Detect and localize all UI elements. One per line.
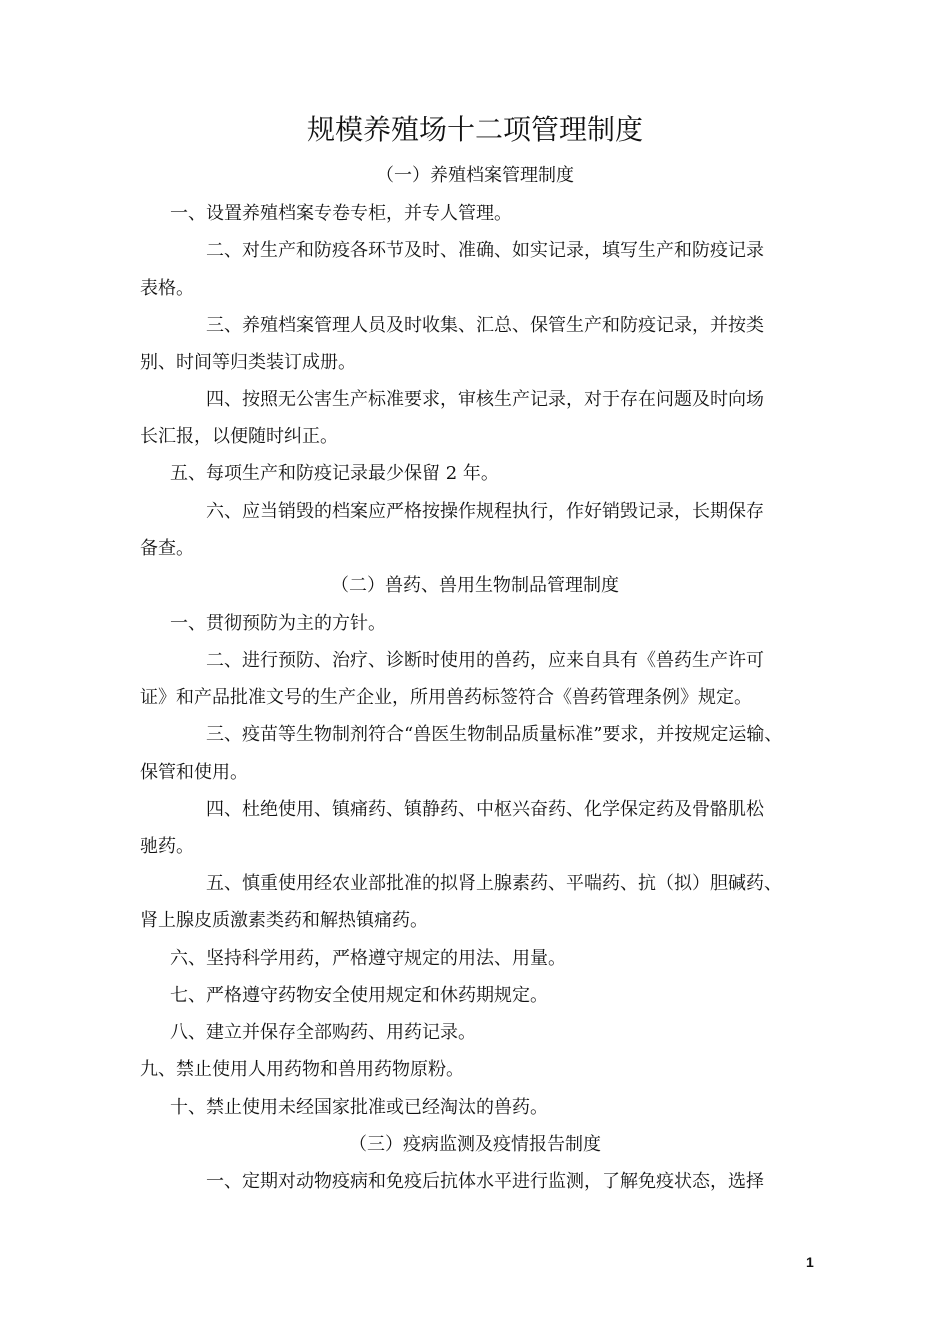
paragraph-line: 二、对生产和防疫各环节及时、准确、如实记录，填写生产和防疫记录 bbox=[206, 240, 764, 261]
paragraph-line: 五、每项生产和防疫记录最少保留 2 年。 bbox=[170, 463, 499, 484]
paragraph-line: 三、疫苗等生物制剂符合“兽医生物制品质量标准”要求，并按规定运输、 bbox=[206, 724, 783, 745]
paragraph-line: 九、禁止使用人用药物和兽用药物原粉。 bbox=[140, 1059, 464, 1080]
paragraph-line: 六、应当销毁的档案应严格按操作规程执行，作好销毁记录，长期保存 bbox=[206, 501, 764, 522]
paragraph-line: 长汇报，以便随时纠正。 bbox=[140, 426, 338, 447]
section-heading-1: （一）养殖档案管理制度 bbox=[376, 165, 574, 186]
document-title: 规模养殖场十二项管理制度 bbox=[306, 113, 643, 146]
paragraph-line: 肾上腺皮质激素类药和解热镇痛药。 bbox=[140, 910, 428, 931]
page-number: 1 bbox=[806, 1254, 814, 1270]
paragraph-line: 五、慎重使用经农业部批准的拟肾上腺素药、平喘药、抗（拟）胆碱药、 bbox=[206, 873, 782, 894]
paragraph-line: 四、按照无公害生产标准要求，审核生产记录，对于存在问题及时向场 bbox=[206, 389, 764, 410]
paragraph-line: 备查。 bbox=[140, 538, 194, 559]
paragraph-line: 四、杜绝使用、镇痛药、镇静药、中枢兴奋药、化学保定药及骨骼肌松 bbox=[206, 799, 764, 820]
paragraph-line: 一、贯彻预防为主的方针。 bbox=[170, 613, 386, 634]
paragraph-line: 一、定期对动物疫病和免疫后抗体水平进行监测，了解免疫状态，选择 bbox=[206, 1171, 764, 1192]
paragraph-line: 证》和产品批准文号的生产企业，所用兽药标签符合《兽药管理条例》规定。 bbox=[140, 687, 752, 708]
paragraph-line: 八、建立并保存全部购药、用药记录。 bbox=[170, 1022, 476, 1043]
paragraph-line: 二、进行预防、治疗、诊断时使用的兽药，应来自具有《兽药生产许可 bbox=[206, 650, 764, 671]
paragraph-line: 十、禁止使用未经国家批准或已经淘汰的兽药。 bbox=[170, 1097, 548, 1118]
section-heading-3: （三）疫病监测及疫情报告制度 bbox=[349, 1134, 601, 1155]
paragraph-line: 表格。 bbox=[140, 278, 194, 299]
paragraph-line: 别、时间等归类装订成册。 bbox=[140, 352, 356, 373]
paragraph-line: 七、严格遵守药物安全使用规定和休药期规定。 bbox=[170, 985, 548, 1006]
paragraph-line: 保管和使用。 bbox=[140, 762, 248, 783]
paragraph-line: 六、坚持科学用药，严格遵守规定的用法、用量。 bbox=[170, 948, 566, 969]
section-heading-2: （二）兽药、兽用生物制品管理制度 bbox=[331, 575, 619, 596]
paragraph-line: 三、养殖档案管理人员及时收集、汇总、保管生产和防疫记录，并按类 bbox=[206, 315, 764, 336]
paragraph-line: 一、设置养殖档案专卷专柜，并专人管理。 bbox=[170, 203, 512, 224]
paragraph-line: 驰药。 bbox=[140, 836, 194, 857]
